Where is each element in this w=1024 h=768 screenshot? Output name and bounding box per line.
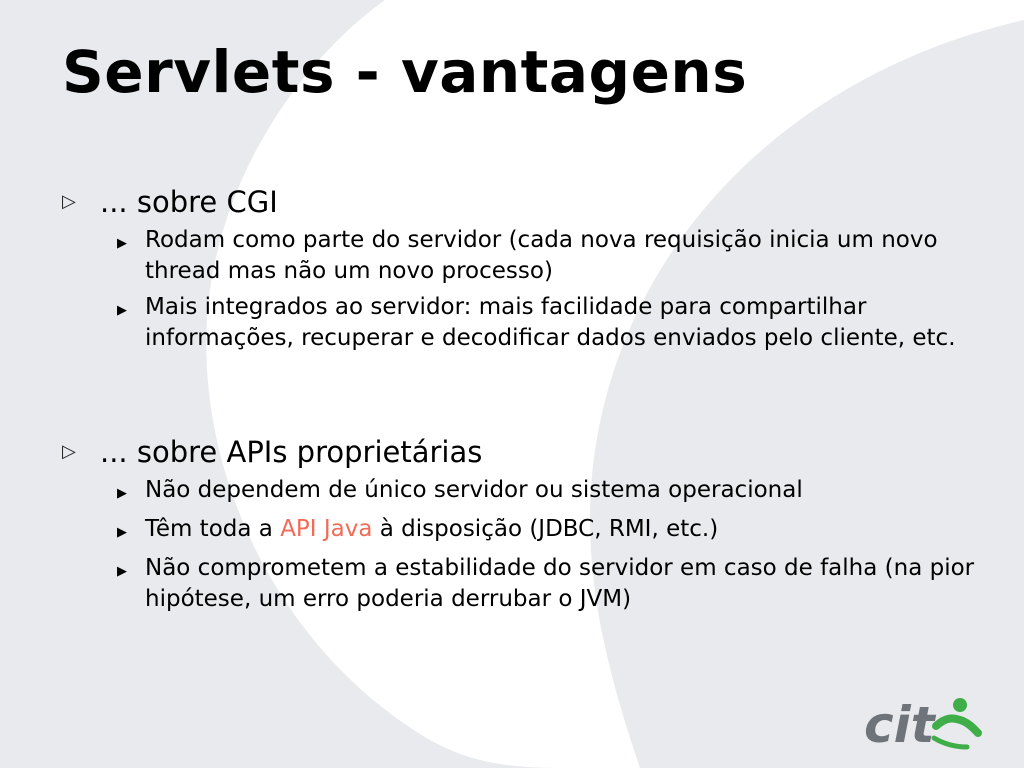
filled-triangle-right-icon: ▶ — [117, 236, 127, 251]
list-item-text: Rodam como parte do servidor (cada nova requisição inicia um novo thread mas não um novo processo) — [145, 227, 938, 284]
slide-title: Servlets - vantagens — [62, 38, 748, 106]
list-item-text — [145, 514, 975, 545]
filled-triangle-right-icon: ▶ — [117, 564, 127, 579]
text-segment: Têm toda a — [145, 516, 281, 542]
list-item — [117, 292, 982, 354]
list-item-text: Mais integrados ao servidor: mais facilidade para compartilhar informações, recuperar e decodificar dados enviados pelo cliente, etc. — [145, 294, 956, 351]
cit-logo — [862, 686, 982, 756]
level1-label: ... sobre APIs proprietárias — [100, 435, 483, 469]
level2-list-cgi — [117, 225, 982, 354]
logo-dot-icon — [953, 698, 967, 712]
section-apis — [62, 432, 982, 615]
filled-triangle-right-icon: ▶ — [117, 303, 127, 318]
filled-triangle-right-icon: ▶ — [117, 525, 127, 540]
outline-triangle-right-icon: ▷ — [62, 441, 76, 462]
runner-trail-icon — [934, 738, 967, 747]
runner-icon — [936, 718, 978, 733]
level1-item-apis — [62, 432, 982, 472]
level1-label: ... sobre CGI — [100, 185, 278, 219]
filled-triangle-right-icon: ▶ — [117, 486, 127, 501]
list-item — [117, 475, 982, 509]
list-item — [117, 553, 982, 615]
level2-list-apis — [117, 475, 982, 615]
list-item-text: Não dependem de único servidor ou sistema operacional — [145, 477, 803, 503]
list-item — [117, 514, 982, 548]
level1-item-cgi — [62, 182, 982, 222]
cit-logo-text: cit — [864, 696, 935, 754]
list-item-text: Não comprometem a estabilidade do servidor em caso de falha (na pior hipótese, um erro poderia derrubar o JVM) — [145, 555, 975, 612]
list-item — [117, 225, 982, 287]
section-cgi — [62, 182, 982, 354]
api-java-highlight: API Java — [280, 516, 373, 542]
outline-triangle-right-icon: ▷ — [62, 191, 76, 212]
text-segment: à disposição (JDBC, RMI, etc.) — [372, 516, 719, 542]
